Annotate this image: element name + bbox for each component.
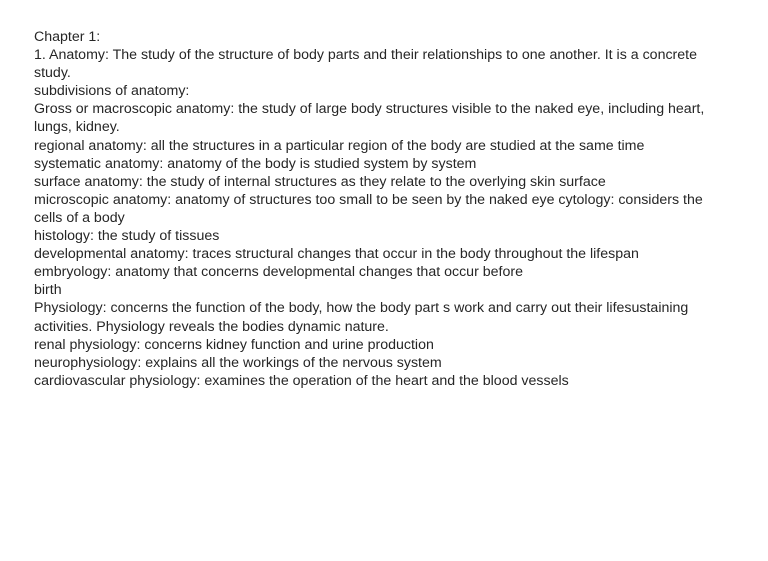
subdivisions-heading: subdivisions of anatomy: <box>34 83 190 100</box>
surface-anatomy-line: surface anatomy: the study of internal structures as they relate to the overlying skin surface <box>34 173 606 190</box>
microscopic-anatomy-continued: cells of a body <box>34 209 125 226</box>
physiology-line: Physiology: concerns the function of the body, how the body part s work and carry out their lifesustaining <box>34 300 689 317</box>
microscopic-anatomy-line: microscopic anatomy: anatomy of structures too small to be seen by the naked eye cytology: considers the <box>34 191 703 208</box>
renal-physiology-line: renal physiology: concerns kidney function and urine production <box>34 336 434 353</box>
embryology-continued: birth <box>34 282 62 299</box>
embryology-line: embryology: anatomy that concerns developmental changes that occur before <box>34 264 523 281</box>
anatomy-definition-continued: study. <box>34 65 71 82</box>
gross-anatomy-line: Gross or macroscopic anatomy: the study of large body structures visible to the naked eye, including heart, <box>34 101 705 118</box>
systematic-anatomy-line: systematic anatomy: anatomy of the body is studied system by system <box>34 155 477 172</box>
regional-anatomy-line: regional anatomy: all the structures in a particular region of the body are studied at the same time <box>34 137 645 154</box>
gross-anatomy-continued: lungs, kidney. <box>34 119 120 136</box>
anatomy-definition-line: 1. Anatomy: The study of the structure of body parts and their relationships to one another. It is a concrete <box>34 47 697 64</box>
physiology-continued: activities. Physiology reveals the bodies dynamic nature. <box>34 318 389 335</box>
chapter-heading: Chapter 1: <box>34 29 101 45</box>
neurophysiology-line: neurophysiology: explains all the workings of the nervous system <box>34 354 442 371</box>
cardiovascular-physiology-line: cardiovascular physiology: examines the operation of the heart and the blood vessels <box>34 372 569 389</box>
histology-line: histology: the study of tissues <box>34 228 220 245</box>
developmental-anatomy-line: developmental anatomy: traces structural changes that occur in the body throughout the lifespan <box>34 246 639 263</box>
